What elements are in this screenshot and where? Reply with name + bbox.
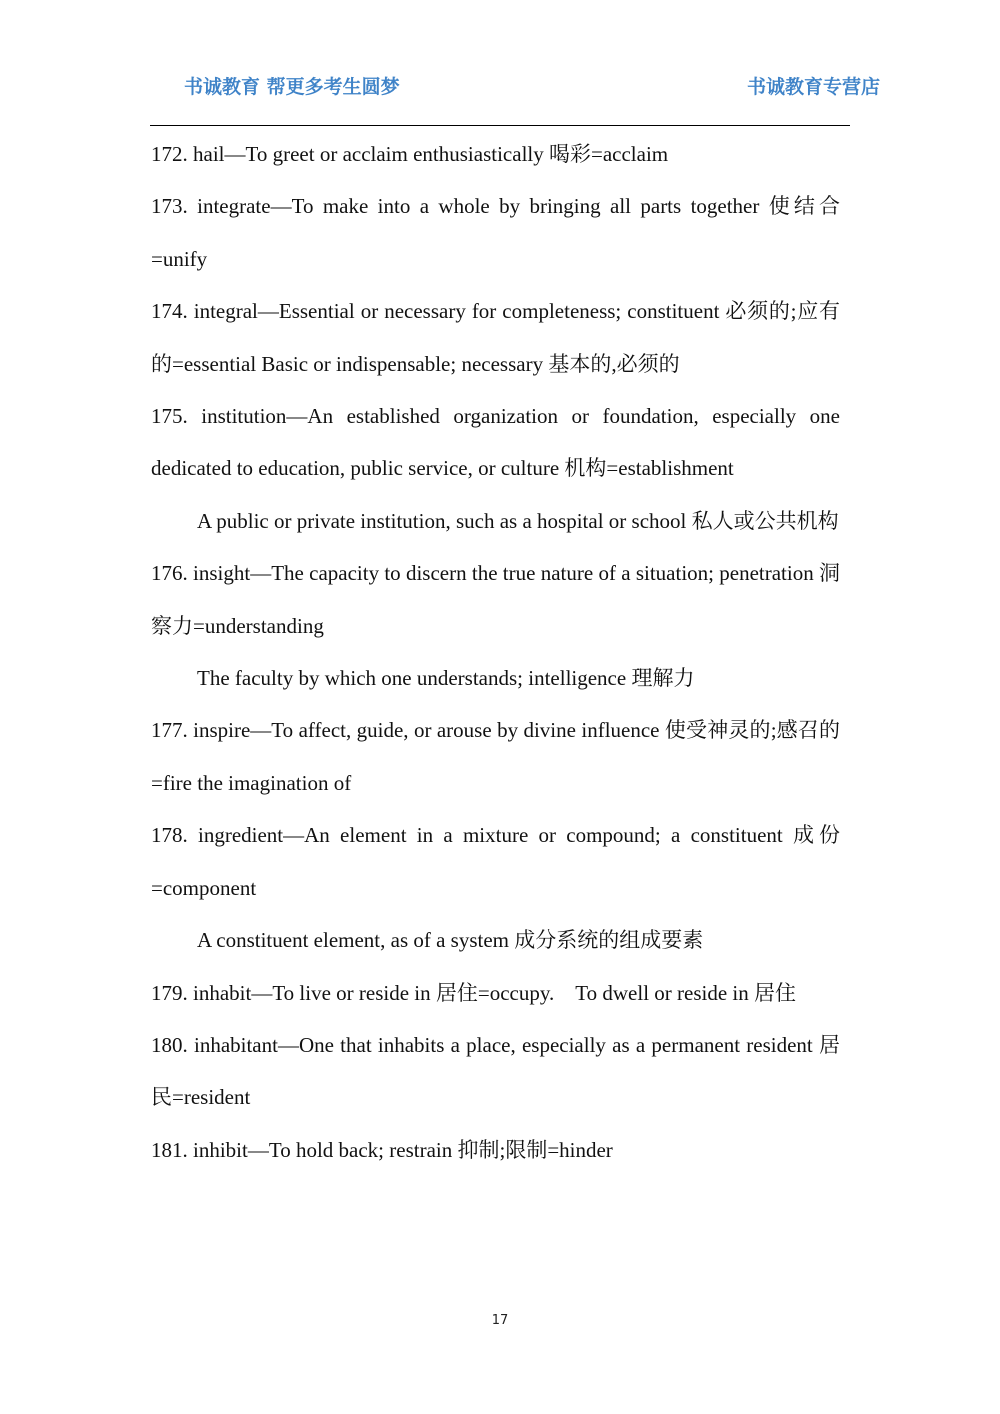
entry-173: 173. integrate—To make into a whole by bringing all parts together 使结合=unify xyxy=(151,194,840,271)
entry-181: 181. inhibit—To hold back; restrain 抑制;限制=hinder xyxy=(151,1137,613,1162)
header-divider xyxy=(150,125,850,126)
header-right-text: 书诚教育专营店 xyxy=(746,76,880,98)
entry-172: 172. hail—To greet or acclaim enthusiastically 喝彩=acclaim xyxy=(151,142,669,166)
entry-175: 175. institution—An established organization or foundation, especially one dedicated to education, public service, or culture 机构=establishment xyxy=(151,404,840,481)
page-number: 17 xyxy=(491,1313,509,1328)
entry-180: 180. inhabitant—One that inhabits a place, especially as a permanent resident 居民=resident xyxy=(151,1032,840,1110)
header-left-text: 书诚教育 帮更多考生圆梦 xyxy=(184,76,400,98)
entry-176-sense-2: The faculty by which one understands; intelligence 理解力 xyxy=(197,666,695,691)
entry-177: 177. inspire—To affect, guide, or arouse by divine influence 使受神灵的;感召的=fire the imagination of xyxy=(151,718,840,795)
entry-176: 176. insight—The capacity to discern the true nature of a situation; penetration 洞察力=understanding xyxy=(151,561,840,638)
entry-178-sense-2: A constituent element, as of a system 成分系统的组成要素 xyxy=(197,928,704,953)
entry-174: 174. integral—Essential or necessary for completeness; constituent 必须的;应有的=essential Basic or indispensable; necessary 基本的,必须的 xyxy=(151,299,840,376)
entry-179: 179. inhabit—To live or reside in 居住=occupy. To dwell or reside in 居住 xyxy=(151,980,797,1005)
document-body xyxy=(151,128,840,1176)
entry-178: 178. ingredient—An element in a mixture or compound; a constituent 成份=component xyxy=(151,823,840,900)
entry-175-sense-2: A public or private institution, such as a hospital or school 私人或公共机构 xyxy=(197,508,839,533)
